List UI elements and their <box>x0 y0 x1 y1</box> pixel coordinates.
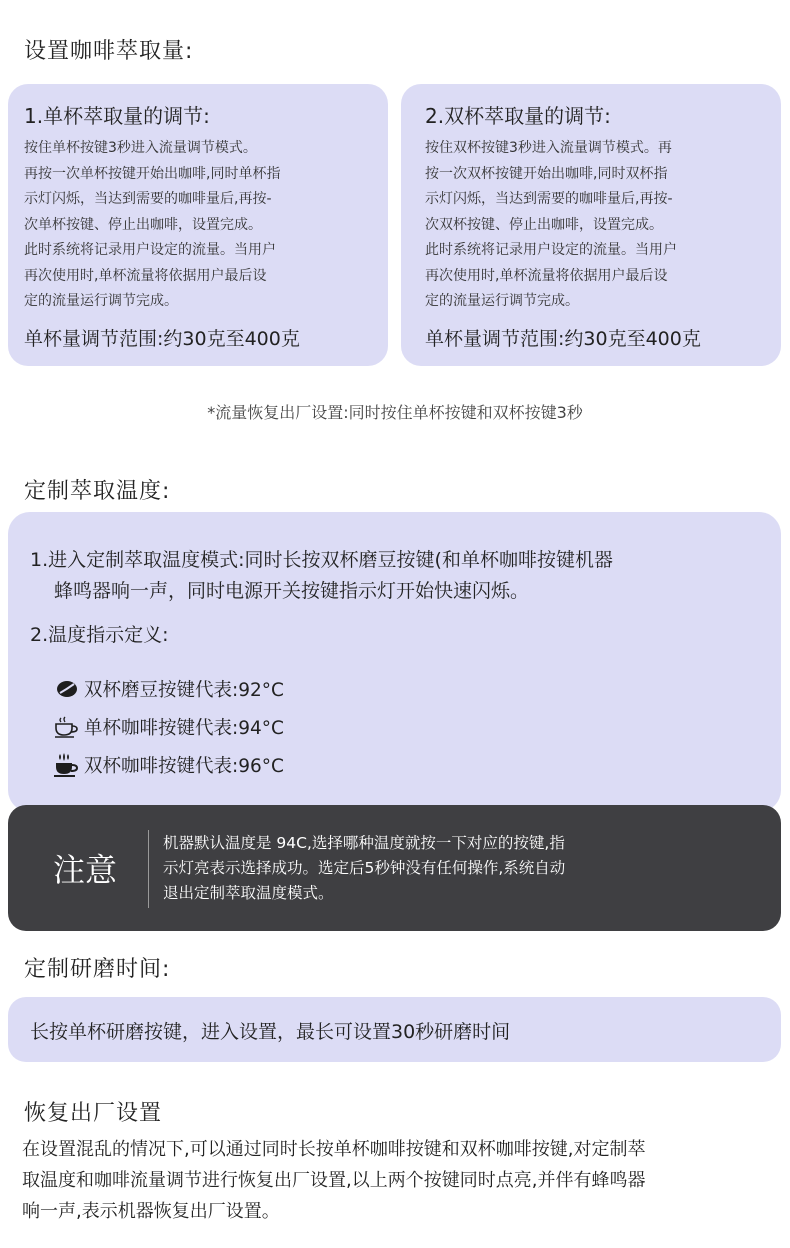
section-heading-factory-reset: 恢复出厂设置 <box>24 1101 163 1126</box>
paragraph-line: 取温度和咖啡流量调节进行恢复出厂设置,以上两个按键同时点亮,并伴有蜂鸣器 <box>22 1170 646 1191</box>
temperature-card <box>8 512 781 812</box>
section-heading-extraction-volume: 设置咖啡萃取量: <box>24 39 194 64</box>
card-line: 此时系统将记录用户设定的流量。当用户 <box>425 242 677 258</box>
card-line: 按住双杯按键3秒进入流量调节模式。再 <box>425 140 672 156</box>
notice-line: 机器默认温度是 94C,选择哪种温度就按一下对应的按键,指 <box>163 834 565 852</box>
card-line: 再次使用时,单杯流量将依据用户最后设 <box>24 267 267 284</box>
card-line: 再次使用时,单杯流量将依据用户最后设 <box>425 267 668 284</box>
temp-row-94 <box>54 714 284 740</box>
temp-label: 双杯咖啡按键代表:96°C <box>84 756 284 777</box>
temp-step-2: 2.温度指示定义: <box>30 624 169 646</box>
paragraph-line: 在设置混乱的情况下,可以通过同时长按单杯咖啡按键和双杯咖啡按键,对定制萃 <box>22 1139 646 1160</box>
temp-step-1: 1.进入定制萃取温度模式:同时长按双杯磨豆按键(和单杯咖啡按键机器 <box>30 549 613 571</box>
temp-step-1-cont: 蜂鸣器响一声，同时电源开关按键指示灯开始快速闪烁。 <box>54 580 530 602</box>
temp-row-96 <box>54 752 284 778</box>
card-range: 单杯量调节范围:约30克至400克 <box>24 328 300 350</box>
single-cup-card <box>8 84 388 366</box>
paragraph-line: 响一声,表示机器恢复出厂设置。 <box>22 1201 280 1222</box>
card-body <box>425 136 775 315</box>
notice-box <box>8 805 781 931</box>
card-line: 按一次双杯按键开始出咖啡,同时双杯指 <box>425 165 668 182</box>
notice-line: 退出定制萃取温度模式。 <box>163 884 334 902</box>
card-range: 单杯量调节范围:约30克至400克 <box>425 328 701 350</box>
card-line: 再按一次单杯按键开始出咖啡,同时单杯指 <box>24 165 281 182</box>
single-cup-icon <box>54 716 80 738</box>
factory-reset-paragraph <box>22 1134 782 1227</box>
card-title: 2.双杯萃取量的调节: <box>425 104 611 128</box>
card-line: 定的流量运行调节完成。 <box>24 293 178 309</box>
grind-time-text: 长按单杯研磨按键，进入设置，最长可设置30秒研磨时间 <box>30 1021 511 1043</box>
double-cup-card <box>401 84 781 366</box>
temp-row-92 <box>54 676 284 702</box>
grind-time-card <box>8 997 781 1062</box>
notice-title: 注意 <box>53 851 118 889</box>
notice-divider <box>148 830 149 908</box>
temp-label: 双杯磨豆按键代表:92°C <box>84 680 284 701</box>
card-line: 示灯闪烁，当达到需要的咖啡量后,再按- <box>425 191 673 207</box>
card-line: 定的流量运行调节完成。 <box>425 293 579 309</box>
double-cup-icon <box>54 754 80 776</box>
card-title: 1.单杯萃取量的调节: <box>24 104 210 128</box>
notice-line: 示灯亮表示选择成功。选定后5秒钟没有任何操作,系统自动 <box>163 859 566 877</box>
card-line: 按住单杯按键3秒进入流量调节模式。 <box>24 140 257 156</box>
card-line: 次单杯按键、停止出咖啡，设置完成。 <box>24 216 262 233</box>
temp-label: 单杯咖啡按键代表:94°C <box>84 718 284 739</box>
section-heading-grind-time: 定制研磨时间: <box>24 957 171 982</box>
reset-flow-note: *流量恢复出厂设置:同时按住单杯按键和双杯按键3秒 <box>207 403 583 422</box>
card-body <box>24 136 384 315</box>
card-line: 次双杯按键、停止出咖啡，设置完成。 <box>425 216 663 233</box>
card-line: 此时系统将记录用户设定的流量。当用户 <box>24 242 276 258</box>
section-heading-temperature: 定制萃取温度: <box>24 479 171 504</box>
notice-text <box>163 831 565 906</box>
card-line: 示灯闪烁，当达到需要的咖啡量后,再按- <box>24 191 272 207</box>
coffee-bean-icon <box>54 678 80 700</box>
